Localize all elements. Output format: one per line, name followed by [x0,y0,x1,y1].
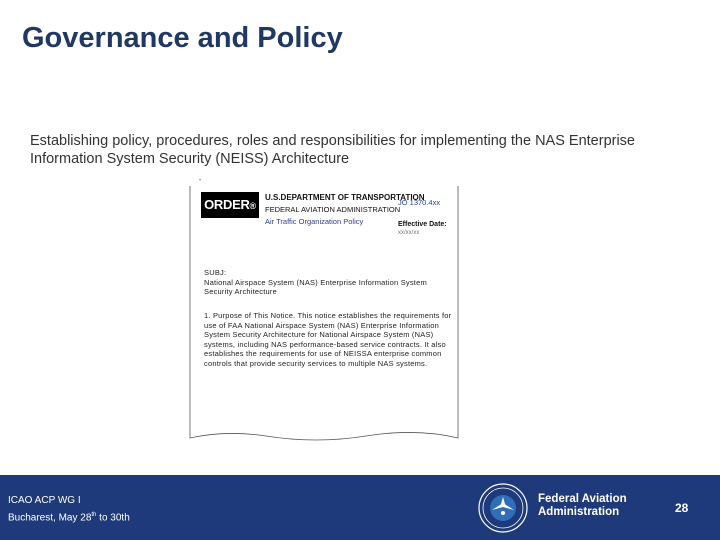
footer-event-name: ICAO ACP WG I [8,495,81,506]
order-document-image [186,180,462,450]
footer-agency-name: Federal Aviation Administration [538,493,627,518]
slide-subtitle: Establishing policy, procedures, roles and responsibilities for implementing the NAS Enterprise Information System Security (NEISS) Architecture [30,133,635,167]
organization-name: Air Traffic Organization Policy [265,217,364,226]
order-number: JO 1370.4xx [398,198,441,207]
doc-mark: • [199,178,202,184]
department-name: U.S.DEPARTMENT OF TRANSPORTATION [265,193,425,202]
agency-name: FEDERAL AVIATION ADMINISTRATION [265,205,401,214]
purpose-text: 1. Purpose of This Notice. This notice establishes the requirements for use of FAA National Airspace System (NAS) Enterprise Information System Security Architecture for National Airspace System (NAS) systems, including NAS performance-based service contracts. It also establishes the requirements for use of NEISSA enterprise common controls that provide security services to multiple NAS systems. [204,311,452,368]
page-number: 28 [675,501,689,515]
footer-event-info [8,494,130,525]
faa-seal-icon [478,483,528,533]
slide-title: Governance and Policy [22,22,343,54]
subject-label: SUBJ: [204,268,227,277]
effective-date: Effective Date: xx/xx/xx [398,221,447,236]
footer-bar [0,475,720,540]
subject-text: National Airspace System (NAS) Enterprise Information System Security Architecture [204,277,427,296]
footer-event-dates: Bucharest, May 28th to 30th [8,512,130,524]
order-label: ORDER® [201,192,259,218]
subject-block [204,268,454,297]
